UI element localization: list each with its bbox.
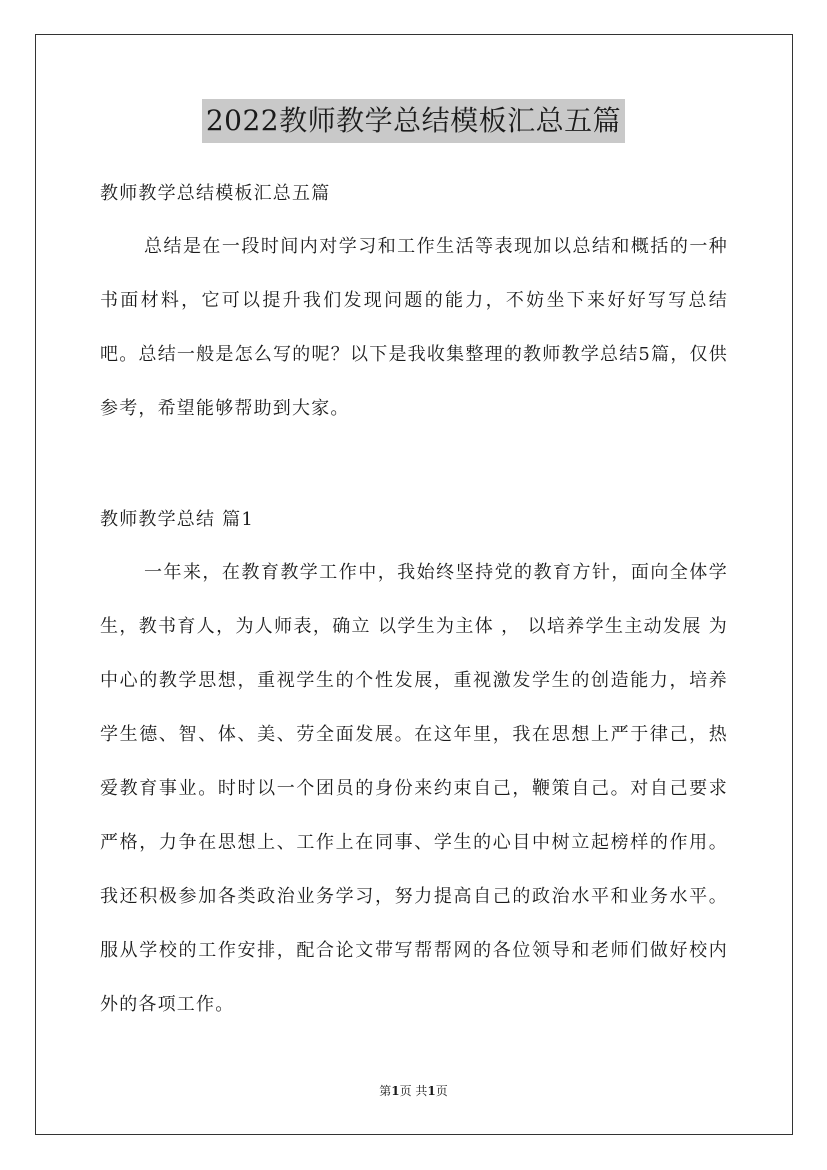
footer-prefix: 第	[379, 1084, 392, 1098]
intro-section	[100, 220, 728, 436]
title-wrapper	[0, 99, 827, 143]
section-body	[100, 546, 728, 1032]
page-footer	[0, 1082, 827, 1100]
document-subtitle: 教师教学总结模板汇总五篇	[100, 183, 331, 204]
section-paragraph: 一年来，在教育教学工作中，我始终坚持党的教育方针，面向全体学生，教书育人，为人师表，确立 以学生为主体 ， 以培养学生主动发展 为中心的教学思想，重视学生的个性发展，重视激发学生的创造能力，培养学生德、智、体、美、劳全面发展。在这年里，我在思想上严于律己，热爱教育事业。时时以一个团员的身份来约束自己，鞭策自己。对自己要求严格，力争在思想上、工作上在同事、学生的心目中树立起榜样的作用。我还积极参加各类政治业务学习，努力提高自己的政治水平和业务水平。服从学校的工作安排，配合论文带写帮帮网的各位领导和老师们做好校内外的各项工作。	[100, 562, 728, 1015]
footer-suffix: 页	[435, 1084, 448, 1098]
footer-current-page: 1	[391, 1084, 400, 1098]
footer-mid: 页 共	[399, 1084, 428, 1098]
intro-paragraph: 总结是在一段时间内对学习和工作生活等表现加以总结和概括的一种书面材料，它可以提升我们发现问题的能力，不妨坐下来好好写写总结吧。总结一般是怎么写的呢？以下是我收集整理的教师教学总结5篇，仅供参考，希望能够帮助到大家。	[100, 236, 728, 419]
section-heading: 教师教学总结 篇1	[100, 509, 254, 530]
footer-total-pages: 1	[427, 1084, 436, 1098]
document-title: 2022教师教学总结模板汇总五篇	[202, 99, 625, 143]
